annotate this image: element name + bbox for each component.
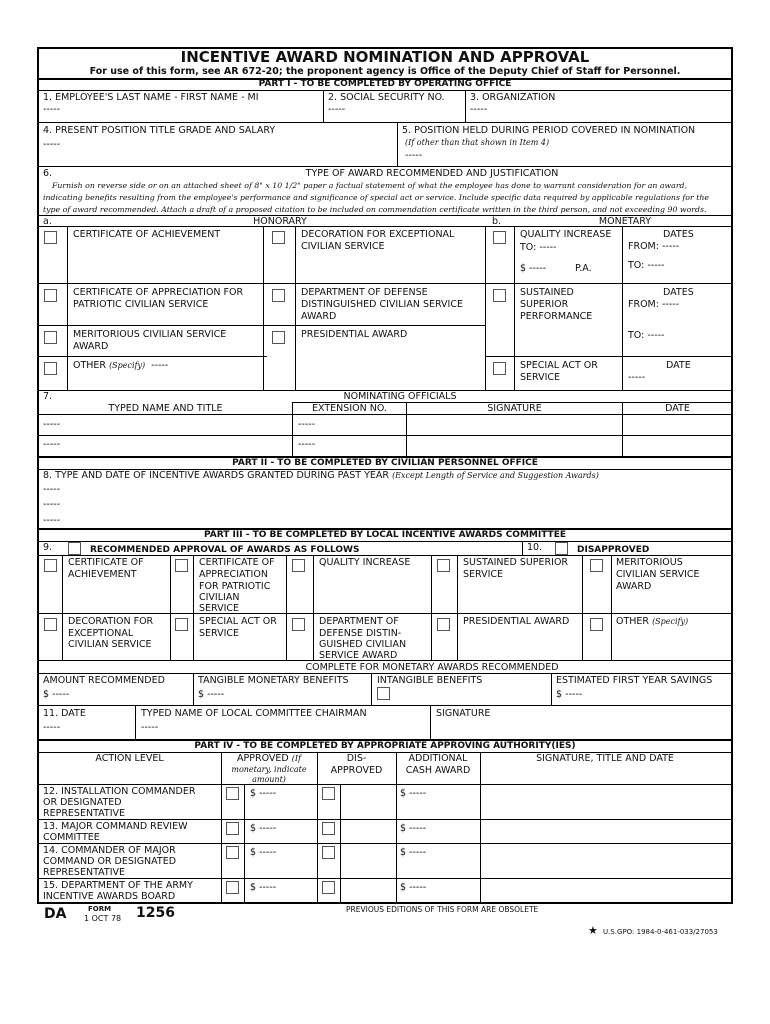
p3-dod-2: DEFENSE DISTIN-	[319, 628, 402, 639]
p3-decoration-checkbox[interactable]	[44, 618, 57, 631]
row13-label-1: 13. MAJOR COMMAND REVIEW	[43, 821, 188, 832]
p3-sustained-checkbox[interactable]	[437, 559, 450, 572]
p3-dod-1: DEPARTMENT OF	[319, 616, 399, 627]
row14-label-3: REPRESENTATIVE	[43, 867, 126, 878]
nominator1-name[interactable]: -----	[43, 419, 61, 430]
p3-special-act-2: SERVICE	[199, 628, 240, 639]
p3-decoration-2: EXCEPTIONAL	[68, 628, 134, 639]
award-instructions-3: type of award recommended. Attach a draft of a proposed citation to be included on commendation certificate written in the third person, and not exceeding 90 words.	[43, 205, 707, 214]
p3-cert-appreciation-5: SERVICE	[199, 603, 240, 614]
row13-cash-award[interactable]: $ -----	[400, 823, 427, 834]
row14-approved-amount[interactable]: $ -----	[250, 847, 277, 858]
cert-appreciation-label-1: CERTIFICATE OF APPRECIATION FOR	[73, 287, 244, 298]
amount-recommended-field[interactable]: $ -----	[43, 689, 70, 700]
special-act-label-2: SERVICE	[520, 372, 561, 383]
committee-signature-label: SIGNATURE	[436, 708, 491, 719]
decoration-checkbox[interactable]	[272, 231, 285, 244]
past-awards-label: 8. TYPE AND DATE OF INCENTIVE AWARDS GRANTED DURING PAST YEAR (Except Length of Service and Suggestion Awards)	[43, 470, 599, 481]
dod-award-label-3: AWARD	[301, 311, 337, 322]
cert-achievement-label: CERTIFICATE OF ACHIEVEMENT	[73, 229, 221, 240]
organization-label: 3. ORGANIZATION	[470, 92, 556, 103]
nominating-num: 7.	[43, 391, 53, 402]
signature-header: SIGNATURE, TITLE AND DATE	[536, 753, 674, 764]
dates-to-1[interactable]: TO: -----	[628, 260, 665, 271]
amount-recommended-label: AMOUNT RECOMMENDED	[43, 675, 165, 686]
dod-award-label-2: DISTINGUISHED CIVILIAN SERVICE	[301, 299, 463, 310]
row12-cash-award[interactable]: $ -----	[400, 788, 427, 799]
intangible-label: INTANGIBLE BENEFITS	[377, 675, 483, 686]
p3-cert-appreciation-4: CIVILIAN	[199, 592, 240, 603]
committee-date-label: 11. DATE	[43, 708, 86, 719]
nominating-col-date: DATE	[665, 403, 690, 414]
sustained-checkbox[interactable]	[493, 289, 506, 302]
row12-disapproved-checkbox[interactable]	[322, 787, 335, 800]
disapproved-header-1: DIS-	[346, 753, 367, 764]
position-held-note: (If other than that shown in Item 4)	[405, 138, 550, 147]
tangible-label: TANGIBLE MONETARY BENEFITS	[198, 675, 349, 686]
part3-header: PART III - TO BE COMPLETED BY LOCAL INCENTIVE AWARDS COMMITTEE	[203, 530, 566, 540]
position-held-label: 5. POSITION HELD DURING PERIOD COVERED IN NOMINATION	[402, 125, 696, 136]
date-field-3[interactable]: -----	[628, 372, 646, 383]
p3-cert-achievement-2: ACHIEVEMENT	[68, 569, 137, 580]
meritorious-label-2: AWARD	[73, 341, 109, 352]
form-da: DA	[44, 906, 67, 922]
date-label-3: DATE	[666, 360, 691, 371]
disapproved-label: DISAPPROVED	[577, 545, 650, 555]
form-subtitle: For use of this form, see AR 672-20; the proponent agency is Office of the Deputy Chief of Staff for Personnel.	[89, 66, 681, 77]
row12-label-2: OR DESIGNATED	[43, 797, 122, 808]
pa-label: P.A.	[575, 263, 592, 274]
form-title: INCENTIVE AWARD NOMINATION AND APPROVAL	[180, 48, 590, 66]
nominator1-ext[interactable]: -----	[298, 419, 316, 430]
row15-label-2: INCENTIVE AWARDS BOARD	[43, 891, 176, 902]
p3-special-act-checkbox[interactable]	[175, 618, 188, 631]
presidential-checkbox[interactable]	[272, 331, 285, 344]
chairman-field[interactable]: -----	[141, 722, 159, 733]
quality-increase-to[interactable]: TO: -----	[520, 242, 557, 253]
disapproved-checkbox[interactable]	[555, 542, 568, 555]
sustained-label-3: PERFORMANCE	[520, 311, 593, 322]
award-instructions-1: Furnish on reverse side or on an attached sheet of 8" x 10 1/2" paper a factual statement of what the employee has done to warrant consideration for an award,	[52, 181, 688, 190]
row14-label-1: 14. COMMANDER OF MAJOR	[43, 845, 176, 856]
position-held-field[interactable]: -----	[405, 150, 423, 161]
nominator2-name[interactable]: -----	[43, 439, 61, 450]
tangible-field[interactable]: $ -----	[198, 689, 225, 700]
ssn-field[interactable]: -----	[328, 104, 346, 115]
quality-increase-checkbox[interactable]	[493, 231, 506, 244]
row12-approved-amount[interactable]: $ -----	[250, 788, 277, 799]
award-instructions-2: indicating benefits resulting from the employee's performance and significance of special act or service. Include specific data required by applicable regulations for the	[43, 193, 709, 202]
p3-quality-increase: QUALITY INCREASE	[319, 557, 411, 568]
p3-other: OTHER (Specify)	[616, 616, 689, 627]
past-awards-line-3[interactable]: -----	[43, 515, 61, 526]
est-savings-label: ESTIMATED FIRST YEAR SAVINGS	[556, 675, 713, 686]
honorary-header: HONORARY	[253, 216, 307, 227]
row15-cash-award[interactable]: $ -----	[400, 882, 427, 893]
row12-label-1: 12. INSTALLATION COMMANDER	[43, 786, 196, 797]
p3-presidential-checkbox[interactable]	[437, 618, 450, 631]
p3-meritorious-checkbox[interactable]	[590, 559, 603, 572]
p3-dod-checkbox[interactable]	[292, 618, 305, 631]
part2-header: PART II - TO BE COMPLETED BY CIVILIAN PERSONNEL OFFICE	[232, 458, 538, 468]
decoration-label-1: DECORATION FOR EXCEPTIONAL	[301, 229, 455, 240]
p3-sustained-1: SUSTAINED SUPERIOR	[463, 557, 569, 568]
monetary-col-b: b.	[492, 216, 502, 227]
committee-date-field[interactable]: -----	[43, 722, 61, 733]
cert-appreciation-checkbox[interactable]	[44, 289, 57, 302]
monetary-header: MONETARY	[598, 216, 652, 227]
p3-special-act-1: SPECIAL ACT OR	[199, 616, 277, 627]
dates-from-1[interactable]: FROM: -----	[628, 241, 680, 252]
employee-name-label: 1. EMPLOYEE'S LAST NAME - FIRST NAME - MI	[43, 92, 259, 103]
approved-header: APPROVED (If	[237, 753, 301, 764]
dates-to-2[interactable]: TO: -----	[628, 330, 665, 341]
p3-cert-appreciation-2: APPRECIATION	[199, 569, 268, 580]
ssn-label: 2. SOCIAL SECURITY NO.	[328, 92, 445, 103]
row13-approved-checkbox[interactable]	[226, 822, 239, 835]
gpo-notice: U.S.GPO: 1984-0-461-033/27053	[603, 928, 718, 936]
employee-name-field[interactable]: -----	[43, 104, 61, 115]
p3-cert-achievement-checkbox[interactable]	[44, 559, 57, 572]
award-type-num: 6.	[43, 168, 53, 179]
nominator2-ext[interactable]: -----	[298, 439, 316, 450]
dates-label-1: DATES	[663, 229, 694, 240]
row15-label-1: 15. DEPARTMENT OF THE ARMY	[43, 880, 193, 891]
star-icon: ★	[588, 924, 598, 937]
p3-sustained-2: SERVICE	[463, 569, 504, 580]
cash-award-header-1: ADDITIONAL	[408, 753, 468, 764]
form-number: 1256	[136, 905, 175, 921]
row14-cash-award[interactable]: $ -----	[400, 847, 427, 858]
p3-cert-appreciation-1: CERTIFICATE OF	[199, 557, 275, 568]
recommended-checkbox[interactable]	[68, 542, 81, 555]
past-awards-line-2[interactable]: -----	[43, 499, 61, 510]
p3-quality-increase-checkbox[interactable]	[292, 559, 305, 572]
row13-disapproved-checkbox[interactable]	[322, 822, 335, 835]
complete-monetary-label: COMPLETE FOR MONETARY AWARDS RECOMMENDED	[305, 662, 559, 673]
sustained-label-2: SUPERIOR	[520, 299, 569, 310]
present-position-label: 4. PRESENT POSITION TITLE GRADE AND SALARY	[43, 125, 276, 136]
past-awards-line-1[interactable]: -----	[43, 484, 61, 495]
est-savings-field[interactable]: $ -----	[556, 689, 583, 700]
chairman-label: TYPED NAME OF LOCAL COMMITTEE CHAIRMAN	[141, 708, 367, 719]
special-act-checkbox[interactable]	[493, 362, 506, 375]
special-act-label-1: SPECIAL ACT OR	[520, 360, 598, 371]
presidential-label: PRESIDENTIAL AWARD	[301, 329, 408, 340]
p3-cert-appreciation-checkbox[interactable]	[175, 559, 188, 572]
row13-label-2: COMMITTEE	[43, 832, 100, 843]
row14-approved-checkbox[interactable]	[226, 846, 239, 859]
other-label: OTHER (Specify) -----	[73, 360, 169, 371]
p3-meritorious-1: MERITORIOUS	[616, 557, 683, 568]
form-date: 1 OCT 78	[84, 914, 122, 923]
p3-cert-appreciation-3: FOR PATRIOTIC	[199, 581, 271, 592]
dates-label-2: DATES	[663, 287, 694, 298]
approved-note-3: amount)	[252, 775, 286, 784]
p3-dod-3: GUISHED CIVILIAN	[319, 639, 407, 650]
p3-meritorious-3: AWARD	[616, 581, 652, 592]
row15-approved-amount[interactable]: $ -----	[250, 882, 277, 893]
nominating-col-ext: EXTENSION NO.	[312, 403, 387, 414]
part4-header: PART IV - TO BE COMPLETED BY APPROPRIATE APPROVING AUTHORITY(IES)	[194, 741, 576, 751]
recommended-num: 9.	[43, 542, 53, 553]
dates-from-2[interactable]: FROM: -----	[628, 299, 680, 310]
p3-decoration-1: DECORATION FOR	[68, 616, 154, 627]
form-word: FORM	[88, 905, 112, 913]
cash-award-header-2: CASH AWARD	[405, 765, 471, 776]
row12-approved-checkbox[interactable]	[226, 787, 239, 800]
decoration-label-2: CIVILIAN SERVICE	[301, 241, 385, 252]
row15-approved-checkbox[interactable]	[226, 881, 239, 894]
other-checkbox[interactable]	[44, 362, 57, 375]
dod-award-checkbox[interactable]	[272, 289, 285, 302]
recommended-label: RECOMMENDED APPROVAL OF AWARDS AS FOLLOWS	[90, 545, 360, 555]
quality-increase-amount[interactable]: $ -----	[520, 263, 547, 274]
p3-other-checkbox[interactable]	[590, 618, 603, 631]
meritorious-checkbox[interactable]	[44, 331, 57, 344]
cert-appreciation-label-2: PATRIOTIC CIVILIAN SERVICE	[73, 299, 209, 310]
sustained-label-1: SUSTAINED	[520, 287, 574, 298]
nominating-label: NOMINATING OFFICIALS	[343, 391, 457, 402]
dod-award-label-1: DEPARTMENT OF DEFENSE	[301, 287, 428, 298]
award-type-label: TYPE OF AWARD RECOMMENDED AND JUSTIFICATION	[305, 168, 559, 179]
p3-dod-4: SERVICE AWARD	[319, 650, 398, 661]
quality-increase-label: QUALITY INCREASE	[520, 229, 612, 240]
honorary-col-a: a.	[43, 216, 52, 227]
row13-approved-amount[interactable]: $ -----	[250, 823, 277, 834]
p3-decoration-3: CIVILIAN SERVICE	[68, 639, 152, 650]
p3-cert-achievement-1: CERTIFICATE OF	[68, 557, 144, 568]
organization-field[interactable]: -----	[470, 104, 488, 115]
row14-disapproved-checkbox[interactable]	[322, 846, 335, 859]
action-level-header: ACTION LEVEL	[95, 753, 164, 764]
p3-meritorious-2: CIVILIAN SERVICE	[616, 569, 700, 580]
approved-note-2: monetary, indicate	[231, 765, 307, 774]
meritorious-label-1: MERITORIOUS CIVILIAN SERVICE	[73, 329, 227, 340]
present-position-field[interactable]: -----	[43, 139, 61, 150]
row15-disapproved-checkbox[interactable]	[322, 881, 335, 894]
p3-presidential: PRESIDENTIAL AWARD	[463, 616, 570, 627]
disapproved-num: 10.	[527, 542, 543, 553]
row14-label-2: COMMAND OR DESIGNATED	[43, 856, 177, 867]
disapproved-header-2: APPROVED	[330, 765, 383, 776]
part1-header: PART I - TO BE COMPLETED BY OPERATING OFFICE	[258, 79, 512, 89]
cert-achievement-checkbox[interactable]	[44, 231, 57, 244]
nominating-col-name: TYPED NAME AND TITLE	[108, 403, 223, 414]
row12-label-3: REPRESENTATIVE	[43, 808, 126, 819]
nominating-col-sig: SIGNATURE	[487, 403, 542, 414]
obsolete-notice: PREVIOUS EDITIONS OF THIS FORM ARE OBSOLETE	[346, 905, 539, 914]
intangible-checkbox[interactable]	[377, 687, 390, 700]
